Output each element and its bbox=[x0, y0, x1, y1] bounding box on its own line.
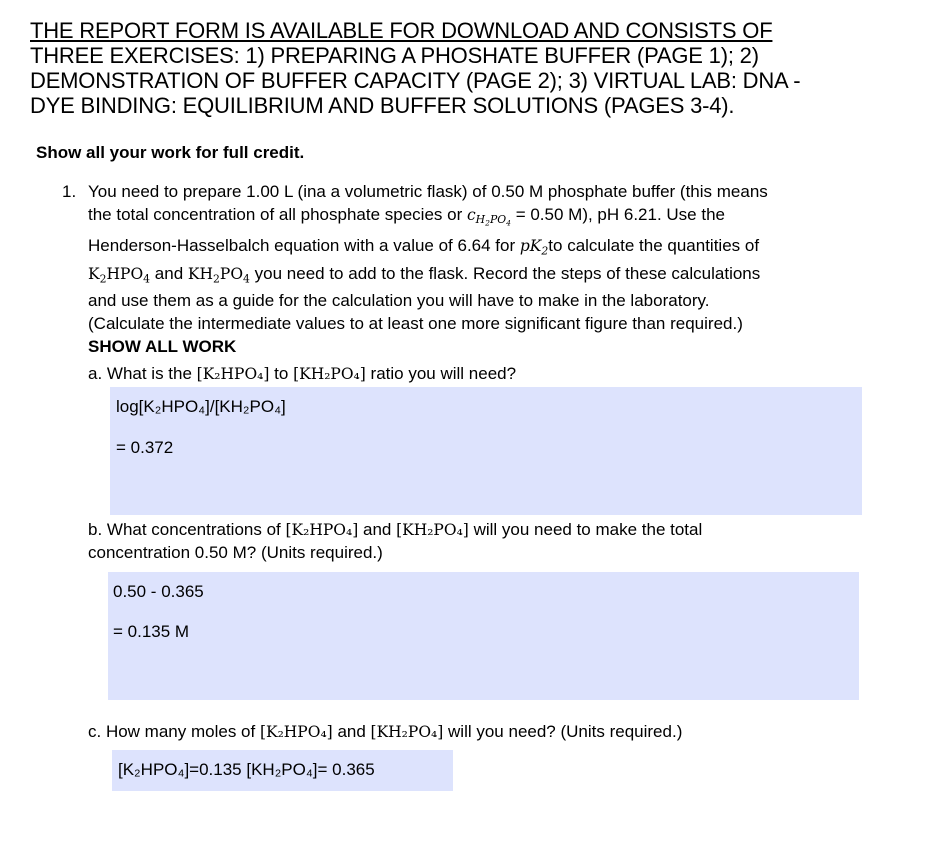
q1-line-2-text: the total concentration of all phosphate species or bbox=[88, 204, 467, 224]
q1-line-7: SHOW ALL WORK bbox=[88, 336, 237, 356]
q1-line-2-end: = 0.50 M), pH 6.21. Use the bbox=[510, 204, 725, 224]
part-a-answer-line-1: log[K₂HPO₄]/[KH₂PO₄] bbox=[116, 397, 286, 416]
part-b-kh2po4: [KH₂PO₄] bbox=[396, 521, 469, 539]
q1-line-3 bbox=[88, 235, 882, 263]
header-line-4: DYE BINDING: EQUILIBRIUM AND BUFFER SOLUTIONS (PAGES 3-4). bbox=[30, 93, 735, 118]
part-a-answer-box[interactable] bbox=[110, 387, 862, 515]
part-a-k2hpo4: [K₂HPO₄] bbox=[196, 365, 270, 383]
q1-line-4: $K_2HPO_4$ and $KH_2PO_4$ you need to add to the flask. Record the steps of these calculations bbox=[88, 263, 761, 285]
header-line-1: THE REPORT FORM IS AVAILABLE FOR DOWNLOAD AND CONSISTS OF bbox=[30, 18, 773, 43]
q1-line-6: (Calculate the intermediate values to at least one more significant figure than required.) bbox=[88, 313, 743, 333]
q1-line-5: and use them as a guide for the calculation you will have to make in the laboratory. bbox=[88, 291, 710, 311]
q1-line-3-text: Henderson-Hasselbalch equation with a value of 6.64 for bbox=[88, 235, 520, 255]
part-c-k2hpo4: [K₂HPO₄] bbox=[259, 723, 333, 741]
part-b-question: b. What concentrations of [K₂HPO₄] and [KH₂PO₄] will you need to make the total concentration 0.50 M? (Units required.) bbox=[88, 520, 703, 562]
part-a-question: a. What is the [K₂HPO₄] to [KH₂PO₄] ratio you will need? bbox=[88, 364, 517, 383]
concentration-symbol: $c_{H_2PO_4}$ bbox=[466, 205, 511, 228]
part-c-answer-box[interactable] bbox=[112, 750, 453, 791]
kh2po4-formula: $KH_2PO_4$ bbox=[187, 264, 250, 285]
instruction-text: Show all your work for full credit. bbox=[36, 143, 305, 162]
q1-line-2 bbox=[88, 204, 882, 235]
header-line-3: DEMONSTRATION OF BUFFER CAPACITY (PAGE 2); 3) VIRTUAL LAB: DNA - bbox=[30, 68, 801, 93]
question-1 bbox=[62, 181, 882, 358]
part-b-answer-line-1: 0.50 - 0.365 bbox=[113, 582, 204, 601]
q1-line-1: You need to prepare 1.00 L (ina a volumetric flask) of 0.50 M phosphate buffer (this means bbox=[88, 182, 768, 201]
part-a-answer-line-2: = 0.372 bbox=[116, 438, 174, 457]
question-number: 1. bbox=[62, 182, 77, 201]
report-form-header bbox=[30, 18, 910, 118]
part-b-k2hpo4: [K₂HPO₄] bbox=[285, 521, 359, 539]
pk2-symbol: $pK_2$ bbox=[519, 236, 549, 257]
k2hpo4-formula: $K_2HPO_4$ bbox=[88, 264, 151, 285]
part-c-answer: [K₂HPO₄]=0.135 [KH₂PO₄]= 0.365 bbox=[118, 760, 375, 779]
part-b-question-line-2: concentration 0.50 M? (Units required.) bbox=[88, 542, 383, 562]
q1-line-4-text: you need to add to the flask. Record the steps of these calculations bbox=[249, 263, 761, 283]
part-b-answer-box[interactable] bbox=[108, 572, 859, 700]
part-c-question: c. How many moles of [K₂HPO₄] and [KH₂PO₄] will you need? (Units required.) bbox=[88, 722, 683, 741]
header-line-2: THREE EXERCISES: 1) PREPARING A PHOSHATE BUFFER (PAGE 1); 2) bbox=[30, 43, 759, 68]
part-c-kh2po4: [KH₂PO₄] bbox=[370, 723, 444, 741]
part-a-kh2po4: [KH₂PO₄] bbox=[293, 365, 366, 383]
q1-line-3-end: to calculate the quantities of bbox=[548, 235, 760, 255]
part-b-answer-line-2: = 0.135 M bbox=[113, 622, 190, 641]
question-1-body bbox=[88, 181, 882, 358]
